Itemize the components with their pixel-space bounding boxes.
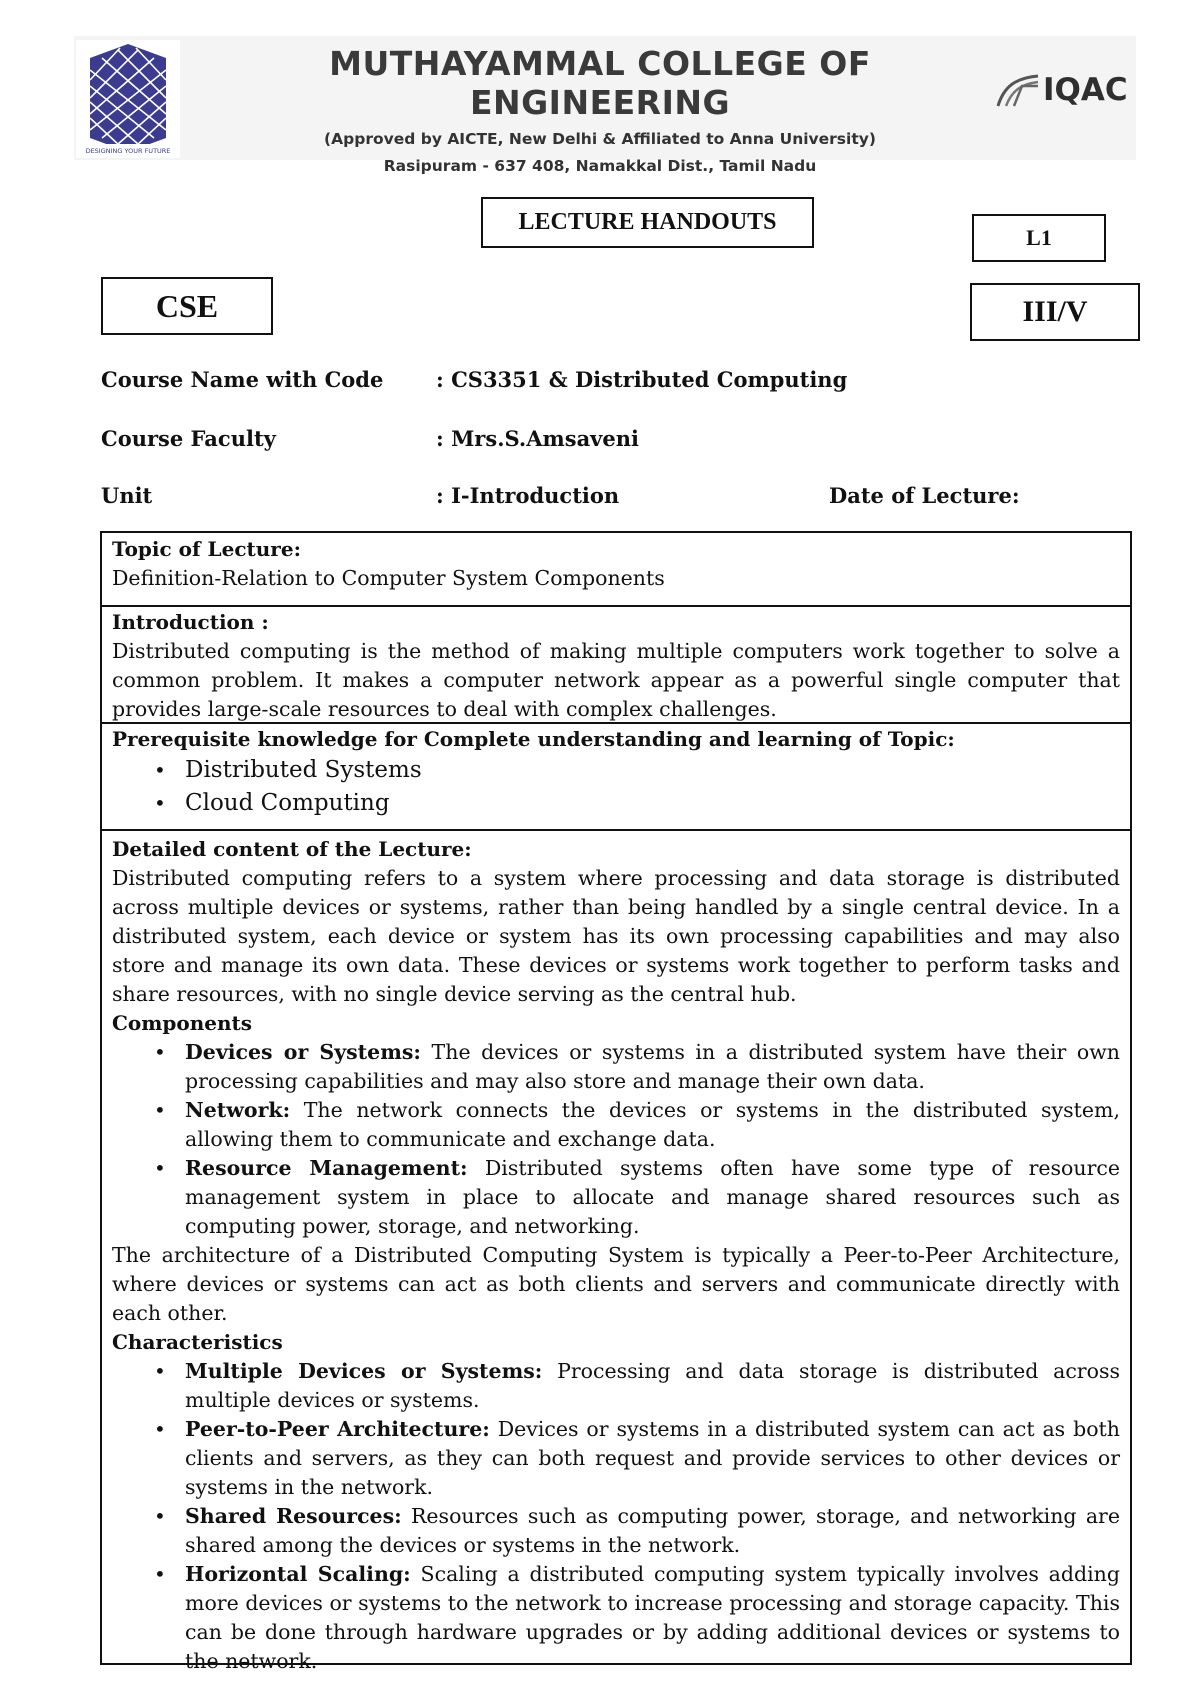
introduction-heading: Introduction : (112, 610, 269, 634)
iqac-label: IQAC (1043, 72, 1128, 108)
component-item (112, 1096, 1120, 1154)
course-name-value: : CS3351 & Distributed Computing (436, 367, 848, 392)
characteristic-text: Scaling a distributed computing system typically involves adding more devices or systems to the network to increase processing and storage capacity. This can be done through hardware upgrades or by adding additional devices or systems to the network. (185, 1562, 1120, 1673)
college-name: MUTHAYAMMAL COLLEGE OF ENGINEERING (329, 44, 871, 122)
detailed-content-section (102, 829, 1130, 1673)
component-item (112, 1154, 1120, 1241)
college-address: Rasipuram - 637 408, Namakkal Dist., Tamil Nadu (383, 157, 817, 175)
component-item (112, 1038, 1120, 1096)
unit-value: : I-Introduction (436, 483, 620, 508)
prerequisite-section (102, 722, 1130, 829)
college-header (200, 44, 1000, 175)
components-heading: Components (112, 1011, 253, 1035)
course-faculty-label: Course Faculty (101, 426, 276, 451)
characteristic-term: Shared Resources: (185, 1504, 402, 1528)
characteristic-text: Devices or systems in a distributed system can act as both clients and servers, as they can both request and provide services to other devices or systems in the network. (185, 1417, 1120, 1499)
lecture-content-table (100, 531, 1132, 1673)
characteristic-item (112, 1357, 1120, 1415)
component-text: The network connects the devices or systems in the distributed system, allowing them to communicate and exchange data. (185, 1098, 1120, 1151)
characteristic-text: Processing and data storage is distributed across multiple devices or systems. (185, 1359, 1120, 1412)
characteristic-item (112, 1560, 1120, 1676)
lecture-number-box: L1 (972, 214, 1106, 262)
characteristic-term: Horizontal Scaling: (185, 1562, 411, 1586)
prerequisite-item: • Distributed Systems (112, 754, 1120, 787)
topic-section (102, 535, 1130, 605)
prerequisite-heading: Prerequisite knowledge for Complete understanding and learning of Topic: (112, 727, 955, 751)
document-title: LECTURE HANDOUTS (481, 197, 814, 248)
component-term: Resource Management: (185, 1156, 468, 1180)
component-text: Distributed systems often have some type of resource management system in place to allocate and manage shared resources such as computing power, storage, and networking. (185, 1156, 1120, 1238)
course-faculty-value: : Mrs.S.Amsaveni (436, 426, 639, 451)
topic-heading: Topic of Lecture: (112, 537, 301, 561)
component-term: Devices or Systems: (185, 1040, 421, 1064)
detailed-intro-text: Distributed computing refers to a system where processing and data storage is distributed across multiple devices or systems, rather than being handled by a single central device. In a distributed system, each device or system has its own processing capabilities and may also store and manage its own data. These devices or systems work together to perform tasks and share resources, with no single device serving as the central hub. (112, 866, 1120, 1006)
introduction-text: Distributed computing is the method of making multiple computers work together to solve a common problem. It makes a computer network appear as a powerful single computer that provides large-scale resources to deal with complex challenges. (112, 639, 1120, 721)
characteristics-heading: Characteristics (112, 1330, 283, 1354)
characteristic-term: Multiple Devices or Systems: (185, 1359, 543, 1383)
architecture-text: The architecture of a Distributed Computing System is typically a Peer-to-Peer Architecture, where devices or systems can act as both clients and servers and communicate directly with each other. (112, 1243, 1120, 1325)
college-logo-icon (76, 40, 180, 158)
svg-text:DESIGNING YOUR FUTURE: DESIGNING YOUR FUTURE (85, 147, 171, 155)
component-term: Network: (185, 1098, 291, 1122)
topic-text: Definition-Relation to Computer System Components (112, 566, 665, 590)
unit-label: Unit (101, 483, 153, 508)
college-approval: (Approved by AICTE, New Delhi & Affiliated to Anna University) (324, 130, 876, 148)
characteristic-text: Resources such as computing power, storage, and networking are shared among the devices or systems in the network. (185, 1504, 1120, 1557)
course-name-label: Course Name with Code (101, 367, 384, 392)
year-semester-box: III/V (970, 283, 1140, 341)
date-of-lecture-label: Date of Lecture: (829, 483, 1020, 508)
introduction-section (102, 605, 1130, 722)
characteristic-item (112, 1502, 1120, 1560)
characteristic-term: Peer-to-Peer Architecture: (185, 1417, 490, 1441)
characteristic-item (112, 1415, 1120, 1502)
prerequisite-item: • Cloud Computing (112, 787, 1120, 820)
detailed-content-heading: Detailed content of the Lecture: (112, 837, 472, 861)
component-text: The devices or systems in a distributed system have their own processing capabilities and may also store and manage their own data. (185, 1040, 1120, 1093)
department-box: CSE (101, 277, 273, 335)
